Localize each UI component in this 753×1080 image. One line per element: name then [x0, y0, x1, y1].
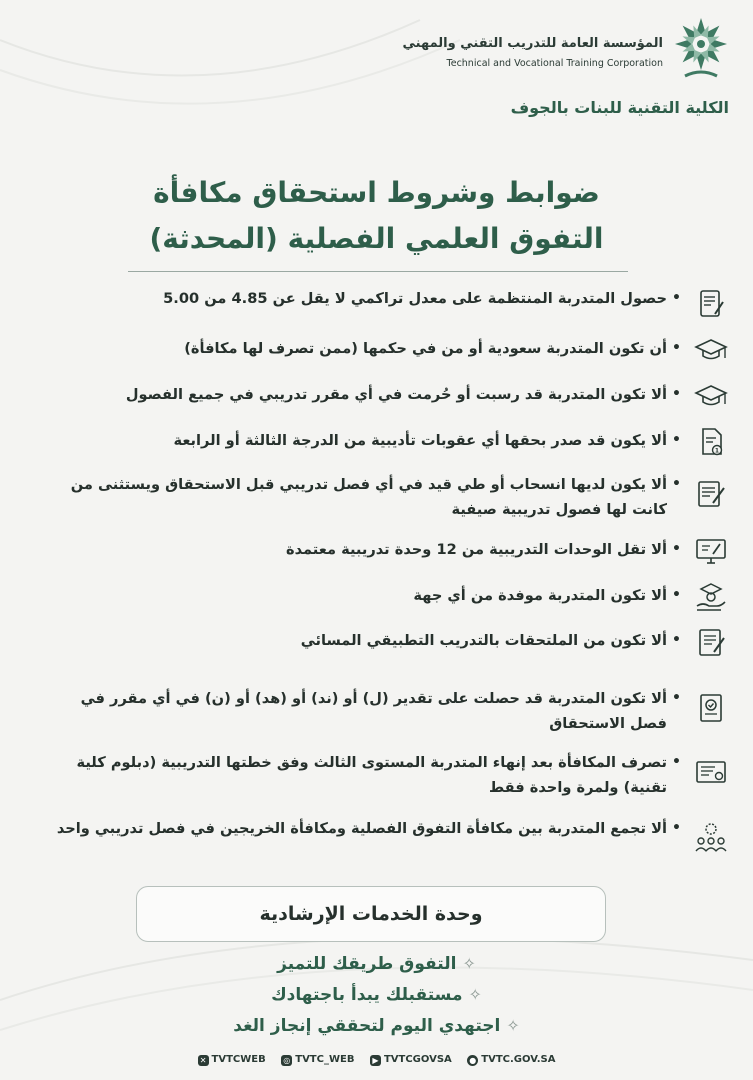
slogan-line: ✧التفوق طريقك للتميز: [277, 954, 476, 974]
certificate-icon: [693, 690, 729, 726]
condition-item: [52, 583, 681, 608]
group-award-icon: [693, 820, 729, 856]
org-name-arabic: المؤسسة العامة للتدريب التقني والمهني: [402, 36, 663, 51]
sparkle-icon: ✧: [506, 1016, 520, 1035]
condition-text: حصول المتدربة المنتظمة على معدل تراكمي لا يقل عن 4.85 من 5.00: [163, 290, 667, 307]
bullet-icon: •: [672, 340, 681, 356]
bullet-icon: •: [672, 690, 681, 706]
bullet-icon: •: [672, 632, 681, 648]
monitor-pen-icon: [693, 533, 729, 569]
bullet-icon: •: [672, 541, 681, 557]
condition-text: ألا تكون من الملتحقات بالتدريب التطبيقي المسائي: [300, 632, 667, 649]
condition-text: ألا تكون المتدربة قد حصلت على تقدير (ل) أو (ند) أو (هد) أو (ن) في أي مقرر في فصل الاستحقاق: [80, 690, 667, 732]
social-instagram[interactable]: ◎ TVTC_WEB: [283, 1054, 355, 1065]
condition-text: ألا تكون المتدربة موفدة من أي جهة: [413, 587, 667, 604]
bullet-icon: •: [672, 754, 681, 770]
hand-graduate-icon: [693, 579, 729, 615]
condition-text: ألا يكون لديها انسحاب أو طي قيد في أي فصل تدريبي قبل الاستحقاق ويستثنى من كانت لها فصول تدريبية صيفية: [70, 476, 667, 518]
condition-item: [52, 816, 681, 841]
social-youtube[interactable]: ▶ TVTCGOVSA: [370, 1054, 452, 1066]
slogan-line: ✧اجتهدي اليوم لتحققي إنجاز الغد: [233, 1016, 520, 1036]
document-number-icon: [693, 424, 729, 460]
condition-text: ألا تكون المتدربة قد رسبت أو حُرمت في أي مقرر تدريبي في جميع الفصول: [125, 386, 667, 403]
condition-text: تصرف المكافأة بعد إنهاء المتدربة المستوى الثالث وفق خطتها التدريبية (دبلوم كلية تقنية) ولمرة واحدة فقط: [76, 754, 667, 796]
condition-item: [52, 686, 681, 736]
condition-text: ألا يكون قد صدر بحقها أي عقوبات تأديبية من الدرجة الثالثة أو الرابعة: [173, 432, 667, 449]
condition-item: [52, 336, 681, 361]
footer-social-bar: [0, 1054, 753, 1066]
bullet-icon: •: [672, 587, 681, 603]
sparkle-icon: ✧: [468, 985, 482, 1004]
sparkle-icon: ✧: [462, 954, 476, 973]
page-title: [0, 170, 753, 262]
condition-item: [52, 750, 681, 800]
bullet-icon: •: [672, 820, 681, 836]
condition-text: ألا تجمع المتدربة بين مكافأة التفوق الفصلية ومكافأة الخريجين في فصل تدريبي واحد: [56, 820, 667, 837]
tvtc-logo-icon: [671, 14, 731, 84]
condition-item: [52, 537, 681, 562]
title-line-2: التفوق العلمي الفصلية (المحدثة): [149, 222, 604, 255]
title-line-1: ضوابط وشروط استحقاق مكافأة: [153, 176, 600, 209]
bullet-icon: •: [672, 476, 681, 492]
instagram-icon: ◎: [281, 1055, 292, 1066]
document-edit-icon: [693, 286, 729, 322]
bullet-icon: •: [672, 432, 681, 448]
guidance-unit-box: وحدة الخدمات الإرشادية: [136, 886, 606, 942]
title-divider: [128, 271, 628, 272]
checklist-pen-icon: [693, 624, 729, 660]
condition-text: أن تكون المتدربة سعودية أو من في حكمها (ممن تصرف لها مكافأة): [184, 340, 667, 357]
condition-item: [52, 286, 681, 311]
condition-item: [52, 472, 681, 522]
graduation-cap-icon: [693, 332, 729, 368]
x-icon: ✕: [198, 1055, 209, 1066]
condition-item: [52, 428, 720, 455]
condition-item: [52, 628, 681, 653]
slogan-line: ✧مستقبلك يبدأ باجتهادك: [271, 985, 482, 1005]
youtube-icon: ▶: [370, 1055, 381, 1066]
header-logo-block: [402, 10, 731, 88]
graduation-cap-icon: [693, 378, 729, 414]
college-name: الكلية التقنية للبنات بالجوف: [510, 98, 729, 117]
form-pen-icon: [693, 476, 729, 512]
svg-text:1: 1: [714, 447, 720, 455]
org-name-english: Technical and Vocational Training Corporation: [446, 58, 663, 69]
globe-icon: ●: [467, 1055, 478, 1066]
social-website[interactable]: ● TVTC.GOV.SA: [469, 1054, 556, 1065]
bullet-icon: •: [672, 386, 681, 402]
diploma-icon: [693, 754, 729, 790]
condition-text: ألا تقل الوحدات التدريبية من 12 وحدة تدريبية معتمدة: [285, 541, 667, 558]
social-x[interactable]: ✕ TVTCWEB: [198, 1054, 266, 1066]
condition-item: [52, 382, 681, 407]
bullet-icon: •: [672, 290, 681, 306]
